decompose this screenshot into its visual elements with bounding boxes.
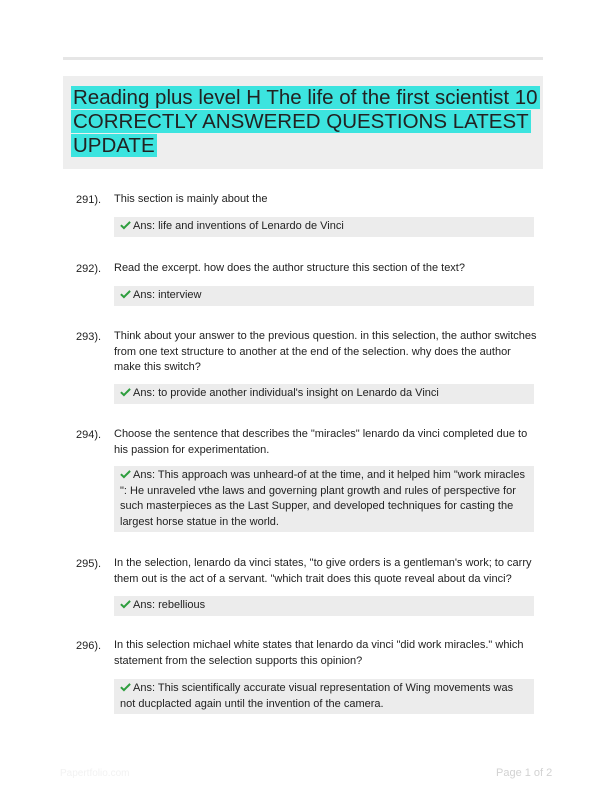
answer-text: Ans: life and inventions of Lenardo de Vinci xyxy=(133,220,344,232)
answer-text: Ans: interview xyxy=(133,289,202,301)
check-icon xyxy=(120,599,131,609)
answer-box xyxy=(114,596,534,616)
top-divider xyxy=(63,57,543,60)
check-icon xyxy=(120,469,131,479)
footer-watermark: Papertfolio.com xyxy=(60,768,130,779)
answer-text: Ans: This approach was unheard-of at the time, and it helped him "work miracles ": He unraveled vthe laws and governing plant growth and rules of perspective for such masterpieces as the Last Supper, and developed techniques for casting the largest horse statue in the world. xyxy=(120,469,525,528)
question-number: 294). xyxy=(76,429,102,441)
answer-box xyxy=(114,286,534,306)
question-text: Choose the sentence that describes the "miracles" lenardo da vinci completed due to his passion for experimentation. xyxy=(114,428,528,456)
check-icon xyxy=(120,289,131,299)
question-number: 295). xyxy=(76,558,102,570)
question-text: Think about your answer to the previous question. in this selection, the author switches from one text structure to another at the end of the selection. why does the author make this switch? xyxy=(114,330,537,373)
document-title: Reading plus level H The life of the first scientist 10 CORRECTLY ANSWERED QUESTIONS LATEST UPDATE xyxy=(73,86,538,157)
answer-text: Ans: This scientifically accurate visual representation of Wing movements was not ducplacted again until the invention of the camera. xyxy=(120,682,514,710)
question-number: 293). xyxy=(76,331,102,343)
answer-box xyxy=(114,679,534,714)
question-number: 292). xyxy=(76,263,102,275)
question-text: Read the excerpt. how does the author structure this section of the text? xyxy=(114,262,465,274)
answer-box xyxy=(114,384,534,404)
page-number: Page 1 of 2 xyxy=(496,767,553,779)
answer-text: Ans: rebellious xyxy=(133,599,206,611)
question-text: This section is mainly about the xyxy=(114,193,268,205)
answer-box xyxy=(114,466,534,532)
answer-box xyxy=(114,217,534,237)
check-icon xyxy=(120,220,131,230)
question-number: 296). xyxy=(76,640,102,652)
answer-text: Ans: to provide another individual's insight on Lenardo da Vinci xyxy=(133,387,439,399)
check-icon xyxy=(120,387,131,397)
check-icon xyxy=(120,682,131,692)
question-text: In the selection, lenardo da vinci states, "to give orders is a gentleman's work; to carry them out is the act of a servant. "which trait does this quote reveal about da vinci? xyxy=(114,557,532,585)
question-number: 291). xyxy=(76,194,102,206)
question-text: In this selection michael white states that lenardo da vinci "did work miracles." which statement from the selection supports this opinion? xyxy=(114,639,524,667)
